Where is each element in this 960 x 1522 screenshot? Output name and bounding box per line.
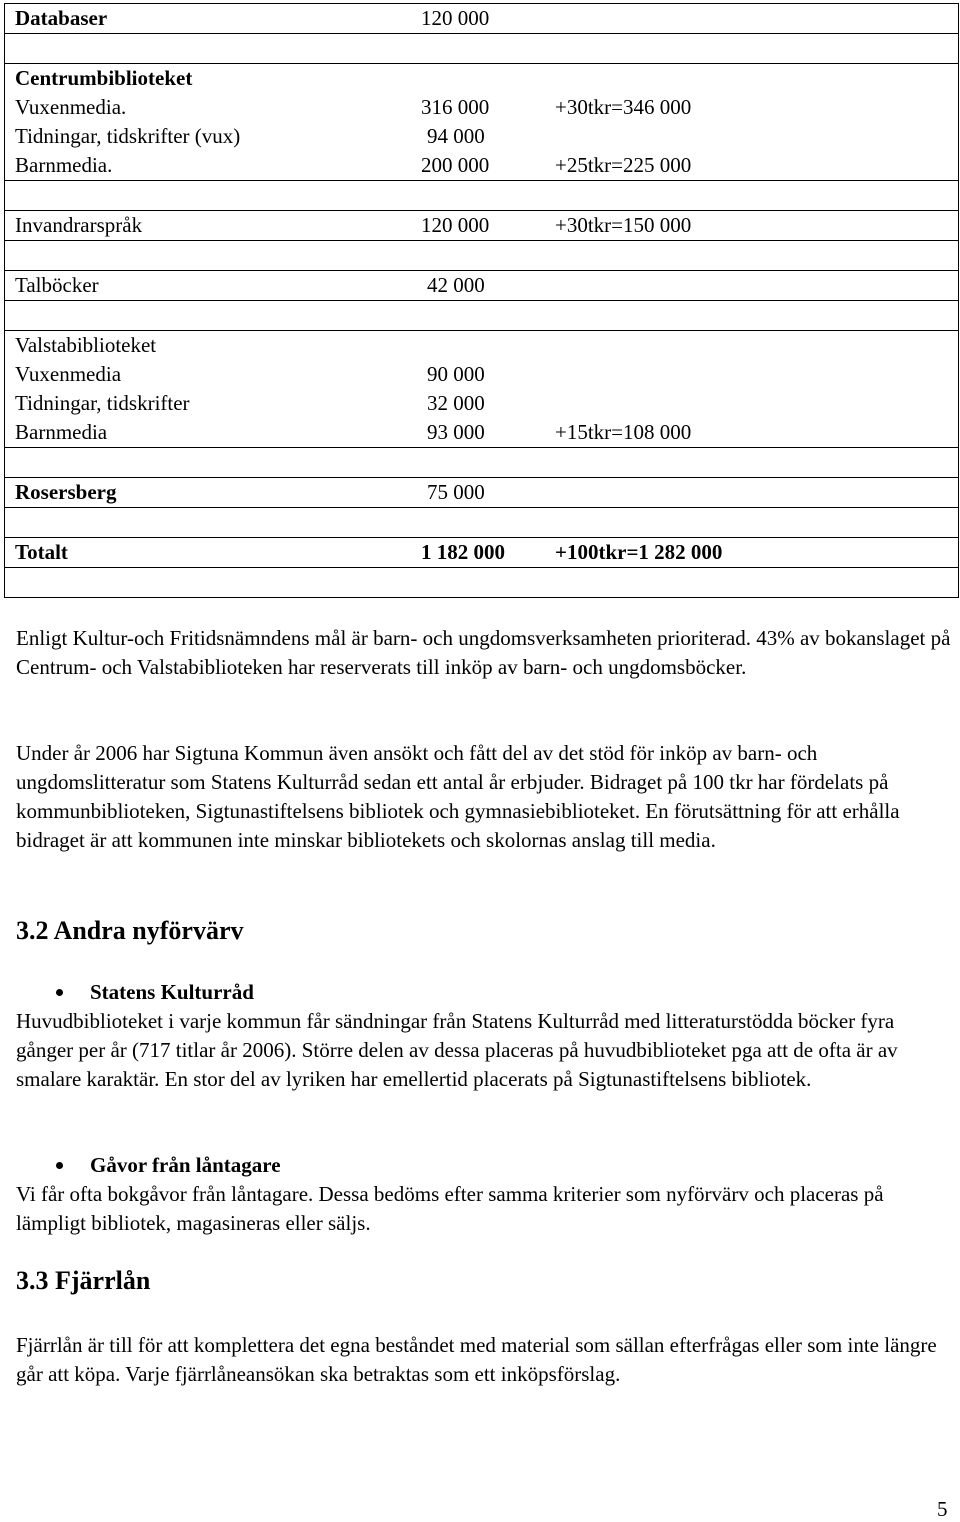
- table-row: [5, 4, 959, 34]
- table-row: [5, 478, 959, 508]
- budget-line: [15, 538, 958, 567]
- budget-extra: +30tkr=150 000: [555, 213, 692, 237]
- table-cell: [5, 211, 959, 241]
- table-cell: [5, 508, 959, 538]
- table-cell: [5, 538, 959, 568]
- budget-extra: +15tkr=108 000: [555, 420, 692, 444]
- budget-extra: +30tkr=346 000: [555, 95, 692, 119]
- budget-amount: 94 000: [427, 124, 485, 148]
- table-cell: [5, 181, 959, 211]
- paragraph-gavor: Vi får ofta bokgåvor från låntagare. Dessa bedöms efter samma kriterier som nyförvärv och placeras på lämpligt bibliotek, magasineras eller säljs.: [16, 1182, 884, 1235]
- budget-amount: 200 000: [421, 153, 490, 177]
- budget-line: [15, 389, 958, 418]
- budget-line: [15, 360, 958, 389]
- budget-line: [15, 331, 958, 360]
- budget-amount: 120 000: [421, 213, 490, 237]
- budget-line: [15, 568, 958, 597]
- budget-table-body: [5, 4, 959, 598]
- table-cell: [5, 448, 959, 478]
- budget-label: Invandrarspråk: [15, 213, 143, 237]
- paragraph-kulturrad: Huvudbiblioteket i varje kommun får sändningar från Statens Kulturråd med litteraturstödda böcker fyra gånger per år (717 titlar år 2006). Större delen av dessa placeras på huvudbiblioteket pga att de ofta är av smalare karaktär. En stor del av lyriken har emellertid placerats på Sigtunastiftelsens bibliotek.: [16, 1009, 898, 1091]
- budget-line: [15, 271, 958, 300]
- budget-amount: 75 000: [427, 480, 485, 504]
- table-row: [5, 34, 959, 64]
- budget-extra: +25tkr=225 000: [555, 153, 692, 177]
- table-row: [5, 538, 959, 568]
- budget-label: Vuxenmedia.: [15, 95, 127, 119]
- page-number: 5: [937, 1497, 948, 1521]
- table-cell: [5, 241, 959, 271]
- table-row: [5, 448, 959, 478]
- budget-line: [15, 448, 958, 477]
- budget-line: [15, 34, 958, 63]
- table-row: [5, 181, 959, 211]
- table-cell: [5, 271, 959, 301]
- table-cell: [5, 34, 959, 64]
- budget-label: Tidningar, tidskrifter: [15, 391, 190, 415]
- budget-label: Databaser: [15, 6, 108, 30]
- table-cell: [5, 331, 959, 448]
- table-row: [5, 271, 959, 301]
- budget-line: [15, 93, 958, 122]
- table-row: [5, 301, 959, 331]
- budget-line: [15, 301, 958, 330]
- table-cell: [5, 4, 959, 34]
- budget-line: [15, 181, 958, 210]
- budget-line: [15, 241, 958, 270]
- budget-line: [15, 418, 958, 447]
- budget-label: Valstabiblioteket: [15, 333, 157, 357]
- budget-line: [15, 122, 958, 151]
- bullet-statens-kulturrad: [16, 978, 254, 1007]
- paragraph-fjarrlan: Fjärrlån är till för att komplettera det egna beståndet med material som sällan efterfrågas eller som inte längre går att köpa. Varje fjärrlåneansökan ska betraktas som ett inköpsförslag.: [16, 1333, 937, 1386]
- budget-label: Centrumbiblioteket: [15, 66, 193, 90]
- heading-3-2: 3.2 Andra nyförvärv: [16, 916, 244, 945]
- budget-line: [15, 478, 958, 507]
- paragraph-kulturrad-support: Under år 2006 har Sigtuna Kommun även ansökt och fått del av det stöd för inköp av barn- och ungdomslitteratur som Statens Kulturråd sedan ett antal år erbjuder. Bidraget på 100 tkr har fördelats på kommunbiblioteken, Sigtunastiftelsens bibliotek och gymnasiebiblioteket. En förutsättning för att erhålla bidraget är att kommunen inte minskar bibliotekets och skolornas anslag till media.: [16, 741, 900, 852]
- budget-label: Barnmedia.: [15, 153, 113, 177]
- table-cell: [5, 568, 959, 598]
- table-cell: [5, 478, 959, 508]
- table-cell: [5, 301, 959, 331]
- budget-label: Rosersberg: [15, 480, 117, 504]
- table-row: [5, 64, 959, 181]
- budget-line: [15, 64, 958, 93]
- table-row: [5, 211, 959, 241]
- budget-line: [15, 4, 958, 33]
- heading-3-3: 3.3 Fjärrlån: [16, 1266, 151, 1295]
- bullet-title: Gåvor från låntagare: [90, 1153, 281, 1177]
- budget-label: Vuxenmedia: [15, 362, 122, 386]
- budget-label: Barnmedia: [15, 420, 108, 444]
- budget-line: [15, 508, 958, 537]
- budget-amount: 90 000: [427, 362, 485, 386]
- bullet-title: Statens Kulturråd: [90, 980, 254, 1004]
- budget-amount: 316 000: [421, 95, 490, 119]
- bullet-dot-icon: [56, 989, 63, 996]
- budget-amount: 42 000: [427, 273, 485, 297]
- budget-amount: 1 182 000: [421, 540, 505, 564]
- budget-table: [4, 3, 959, 598]
- budget-line: [15, 211, 958, 240]
- budget-amount: 93 000: [427, 420, 485, 444]
- paragraph-priority: Enligt Kultur-och Fritidsnämndens mål är barn- och ungdomsverksamheten prioriterad. 43% av bokanslaget på Centrum- och Valstabiblioteken har reserverats till inköp av barn- och ungdomsböcker.: [16, 626, 951, 679]
- budget-amount: 32 000: [427, 391, 485, 415]
- budget-label: Talböcker: [15, 273, 99, 297]
- budget-amount: 120 000: [421, 6, 490, 30]
- budget-label: Tidningar, tidskrifter (vux): [15, 124, 241, 148]
- table-row: [5, 508, 959, 538]
- budget-line: [15, 151, 958, 180]
- table-row: [5, 331, 959, 448]
- bullet-dot-icon: [56, 1162, 63, 1169]
- table-row: [5, 568, 959, 598]
- budget-label: Totalt: [15, 540, 68, 564]
- bullet-gavor: [16, 1151, 281, 1180]
- table-row: [5, 241, 959, 271]
- budget-extra: +100tkr=1 282 000: [555, 540, 723, 564]
- table-cell: [5, 64, 959, 181]
